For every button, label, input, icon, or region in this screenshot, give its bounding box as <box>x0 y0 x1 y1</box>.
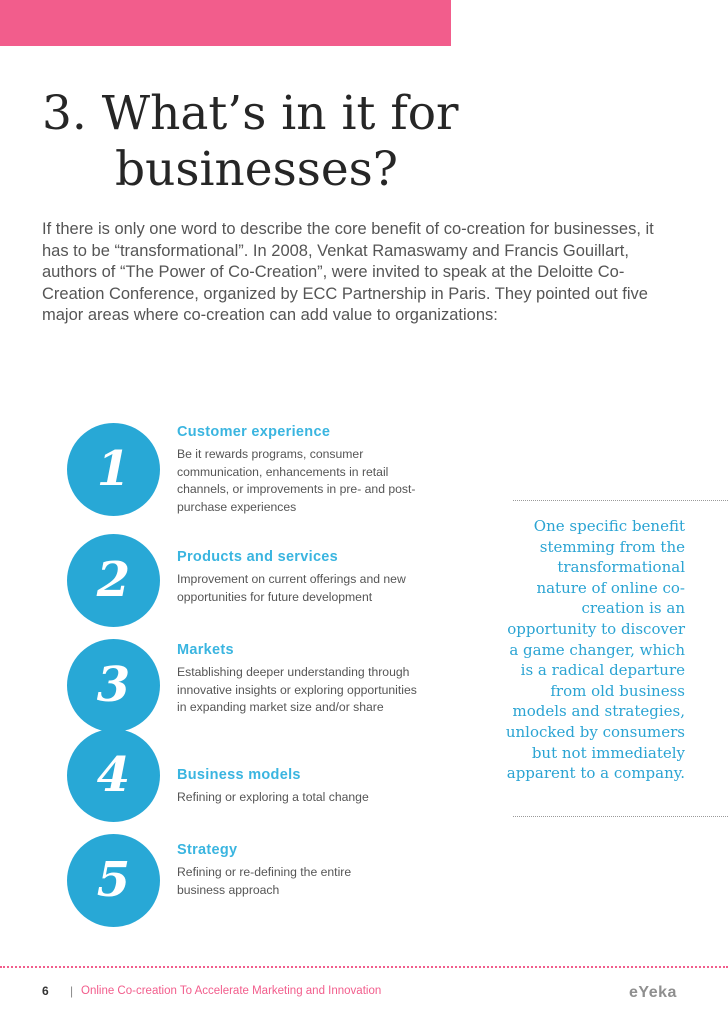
item-description: Refining or exploring a total change <box>177 790 369 804</box>
page-title-line-1: 3. What’s in it for <box>42 86 459 141</box>
header-accent-bar <box>0 0 451 46</box>
pull-quote: One specific benefit stemming from the transformational nature of online co-creation is an opportunity to discover a game changer, which is a radical departure from old business models and strategies, unlocked by consumers but not immediately apparent to a company. <box>505 517 685 783</box>
number-badge-2: 2 <box>67 534 160 627</box>
list-item-markets <box>177 642 427 717</box>
list-item-customer-experience <box>177 424 427 516</box>
item-heading: Customer experience <box>177 424 331 440</box>
item-description: Be it rewards programs, consumer communication, enhancements in retail channels, or improvements in pre- and post-purchase experiences <box>177 447 416 514</box>
item-heading: Markets <box>177 642 234 658</box>
number-badge-3: 3 <box>67 639 160 732</box>
item-heading: Strategy <box>177 842 238 858</box>
item-heading: Products and services <box>177 549 339 565</box>
eyeka-logo: eYeka <box>629 984 677 1001</box>
list-item-products-and-services <box>177 549 427 606</box>
footer-separator: | <box>70 984 74 998</box>
item-description: Establishing deeper understanding through innovative insights or exploring opportunities in expanding market size and/or share <box>177 665 417 714</box>
number-badge-5: 5 <box>67 834 160 927</box>
quote-top-divider <box>513 500 728 501</box>
quote-bottom-divider <box>513 816 728 817</box>
list-item-strategy <box>177 842 427 899</box>
page-number: 6 <box>42 984 49 998</box>
number-badge-1: 1 <box>67 423 160 516</box>
number-badge-4: 4 <box>67 729 160 822</box>
item-heading: Business models <box>177 767 301 783</box>
footer-document-title: Online Co-creation To Accelerate Marketing and Innovation <box>81 985 382 997</box>
page-title <box>42 86 459 198</box>
item-description: Refining or re-defining the entire business approach <box>177 865 352 897</box>
intro-paragraph: If there is only one word to describe the core benefit of co-creation for businesses, it has to be “transformational”. In 2008, Venkat Ramaswamy and Francis Gouillart, authors of “The Power of Co-Creation”, were invited to speak at the Deloitte Co-Creation Conference, organized by ECC Partnership in Paris. They pointed out five major areas where co-creation can add value to organizations: <box>42 220 654 324</box>
footer-divider <box>0 966 728 968</box>
item-description: Improvement on current offerings and new opportunities for future development <box>177 572 406 604</box>
page-title-line-2: businesses? <box>115 142 398 197</box>
list-item-business-models <box>177 767 427 807</box>
